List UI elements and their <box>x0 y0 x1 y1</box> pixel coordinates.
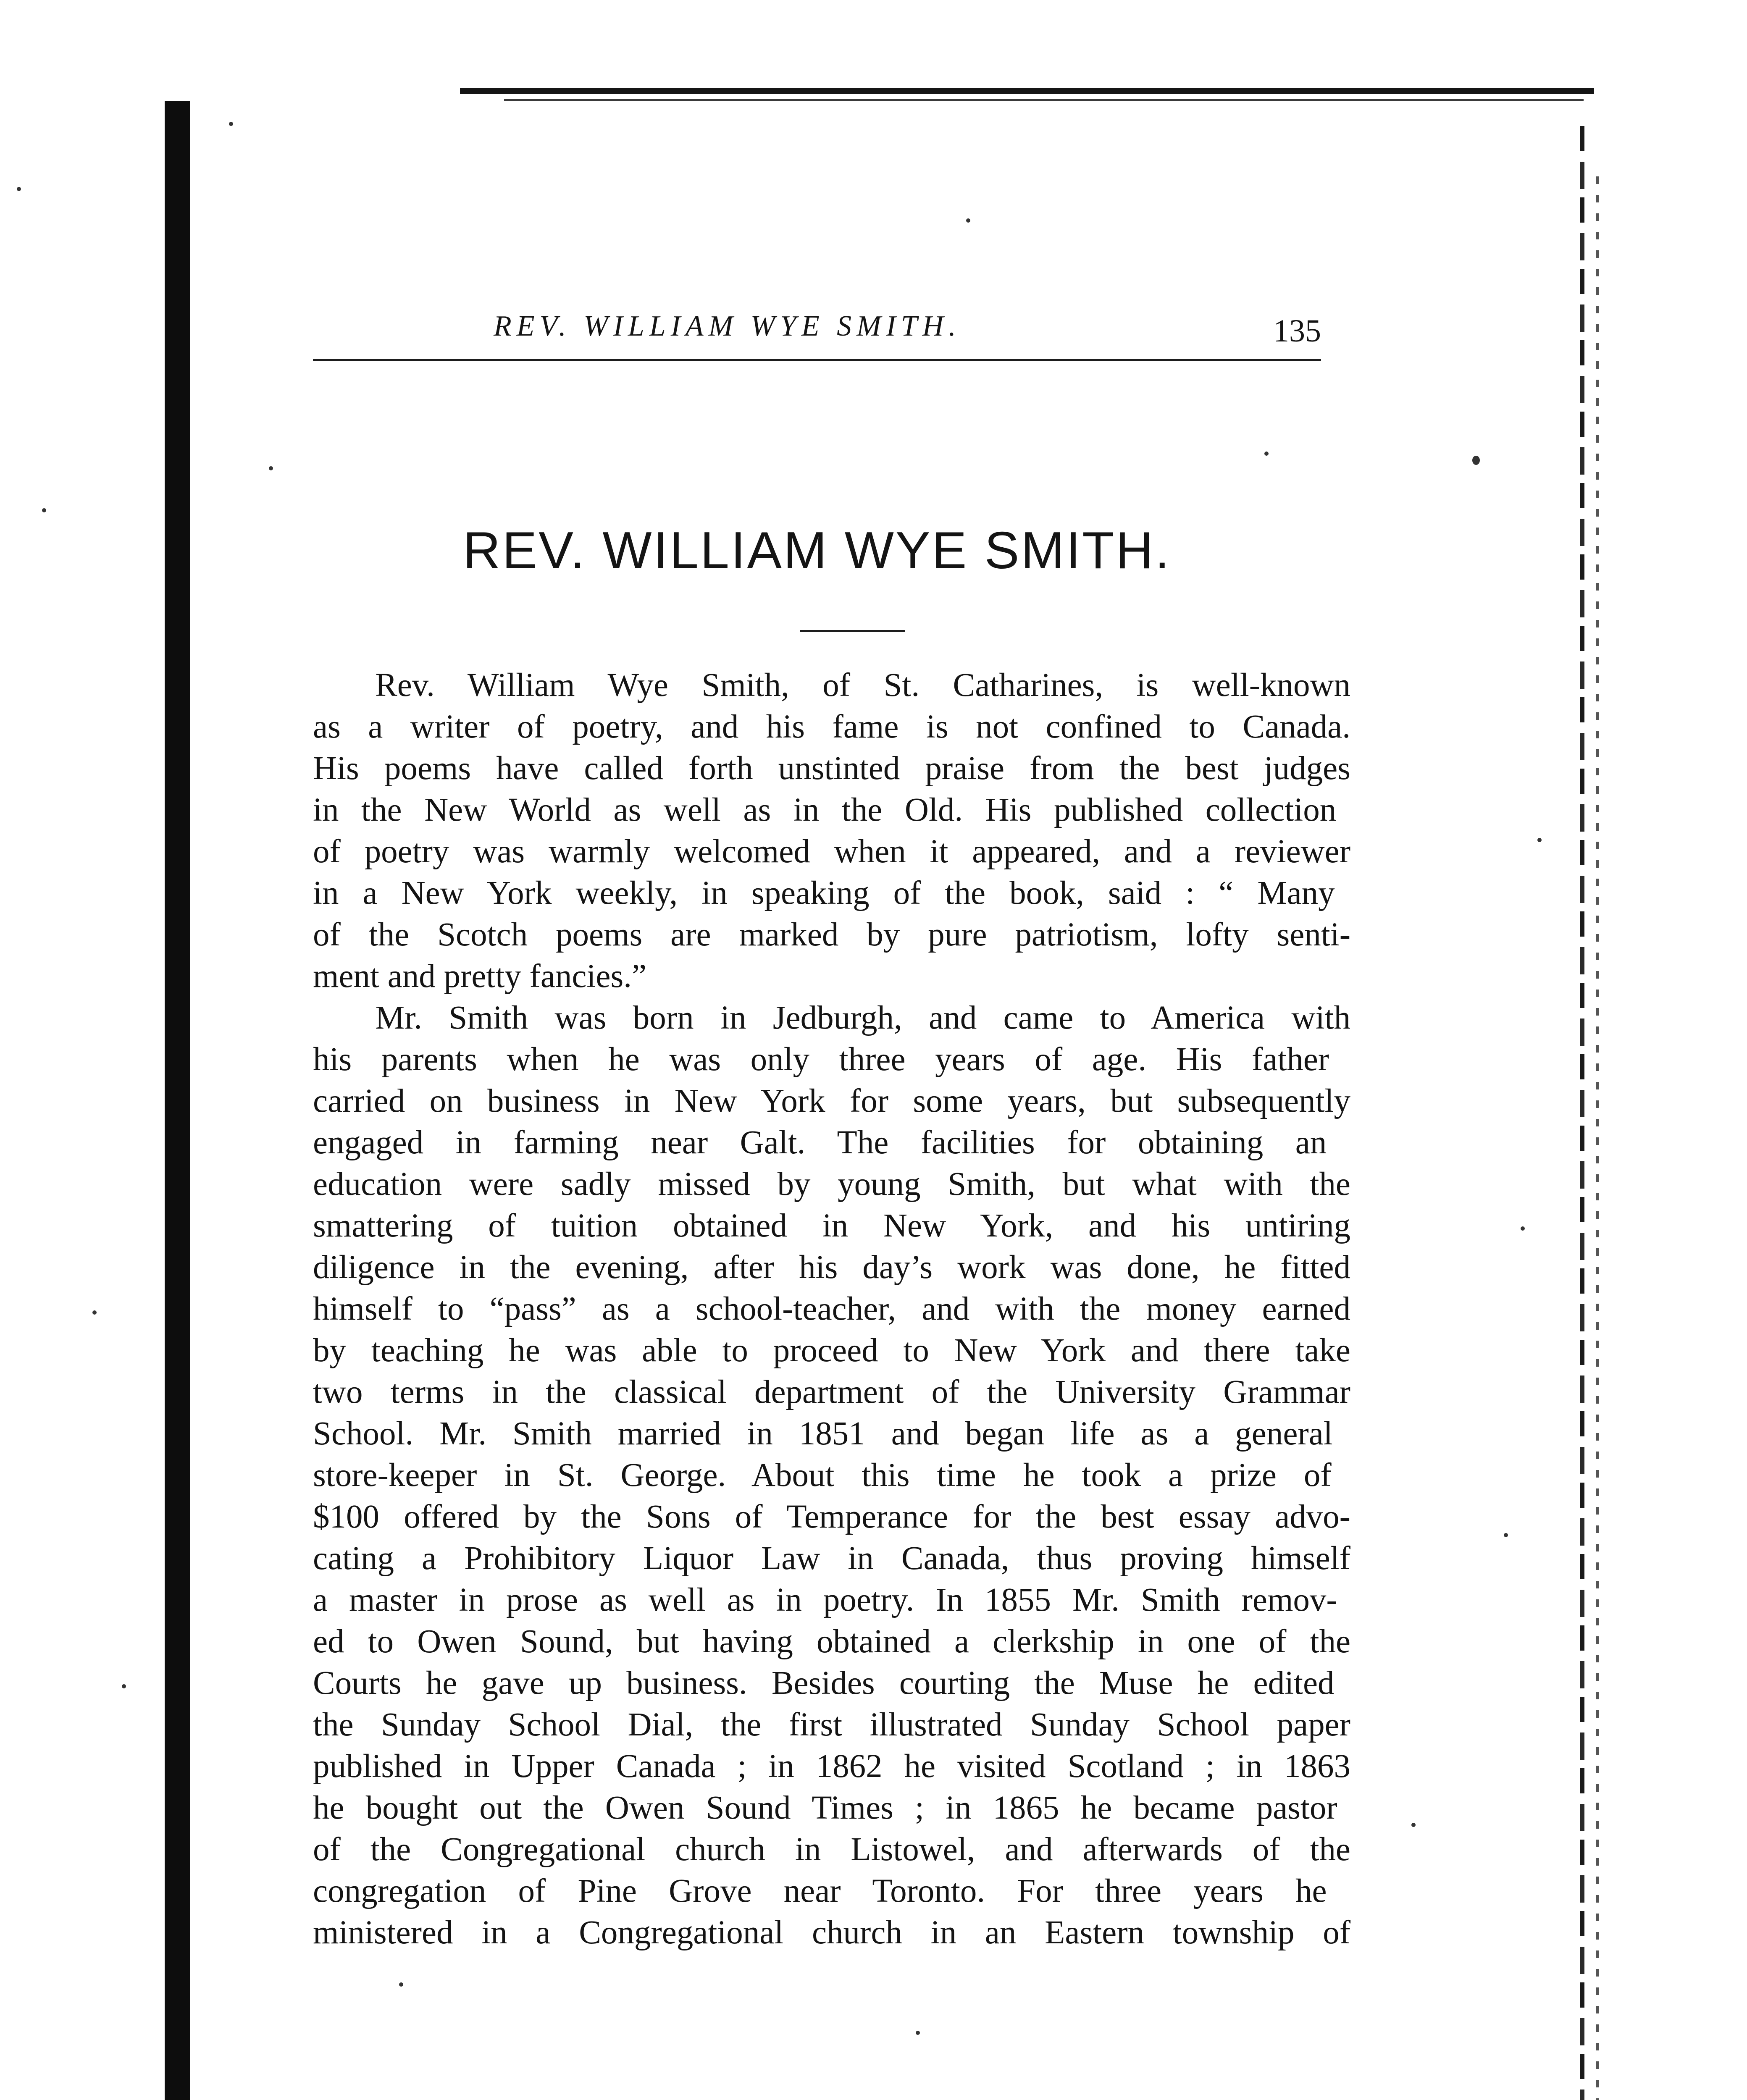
scan-speck <box>269 466 273 470</box>
scan-speck <box>1537 838 1542 842</box>
text-line: cating a Prohibitory Liquor Law in Canada, thus proving himself <box>313 1540 1350 1577</box>
scan-speck <box>1264 452 1269 456</box>
text-line: a master in prose as well as in poetry. In 1855 Mr. Smith remov- <box>313 1582 1337 1618</box>
text-line: in the New World as well as in the Old. His published collection <box>313 792 1337 828</box>
running-head <box>313 304 1321 368</box>
text-line: of poetry was warmly welcomed when it appeared, and a reviewer <box>313 833 1351 870</box>
scan-right-edge-dotted <box>1596 176 1599 2100</box>
scan-speck <box>916 2031 920 2035</box>
text-line: his parents when he was only three years of age. His father <box>313 1041 1329 1078</box>
text-line: he bought out the Owen Sound Times ; in 1865 he became pastor <box>313 1790 1337 1826</box>
chapter-title: REV. WILLIAM WYE SMITH. <box>463 522 1171 580</box>
text-line: Rev. William Wye Smith, of St. Catharines, is well-known <box>375 667 1351 704</box>
scan-speck <box>1504 1533 1508 1537</box>
text-line: ministered in a Congregational church in an Eastern township of <box>313 1914 1351 1951</box>
scan-speck <box>1472 456 1480 465</box>
scan-speck <box>17 187 21 191</box>
text-line: two terms in the classical department of the University Grammar <box>313 1374 1350 1410</box>
text-line: Courts he gave up business. Besides courting the Muse he edited <box>313 1665 1335 1701</box>
text-line: engaged in farming near Galt. The facilities for obtaining an <box>313 1124 1327 1161</box>
scan-speck <box>122 1684 126 1688</box>
text-line: of the Congregational church in Listowel, and afterwards of the <box>313 1831 1350 1868</box>
binding-shadow <box>165 101 190 2100</box>
scan-speck <box>1521 1226 1525 1231</box>
text-line: carried on business in New York for some years, but subsequently <box>313 1083 1350 1119</box>
scan-speck <box>399 1982 403 1987</box>
text-line: smattering of tuition obtained in New York, and his untiring <box>313 1208 1351 1244</box>
text-line: himself to “pass” as a school-teacher, and with the money earned <box>313 1291 1350 1327</box>
scan-speck <box>229 122 233 126</box>
text-line: His poems have called forth unstinted praise from the best judges <box>313 750 1350 787</box>
text-line: $100 offered by the Sons of Temperance for the best essay advo- <box>313 1499 1350 1535</box>
text-line: as a writer of poetry, and his fame is not confined to Canada. <box>313 709 1350 745</box>
text-line: ment and pretty fancies.” <box>313 958 647 995</box>
scan-top-edge-thin <box>504 99 1584 101</box>
text-line: ed to Owen Sound, but having obtained a clerkship in one of the <box>313 1623 1351 1660</box>
text-line: congregation of Pine Grove near Toronto. For three years he <box>313 1873 1327 1909</box>
text-line: the Sunday School Dial, the first illustrated Sunday School paper <box>313 1706 1350 1743</box>
scan-speck <box>42 508 46 512</box>
text-line: School. Mr. Smith married in 1851 and began life as a general <box>313 1415 1333 1452</box>
running-head-title: REV. WILLIAM WYE SMITH. <box>494 310 961 342</box>
scan-speck <box>92 1310 97 1315</box>
body-text <box>313 664 1350 1953</box>
text-line: in a New York weekly, in speaking of the book, said : “ Many <box>313 875 1335 911</box>
text-line: store-keeper in St. George. About this time he took a prize of <box>313 1457 1332 1494</box>
text-line: by teaching he was able to proceed to New York and there take <box>313 1332 1350 1369</box>
text-line: published in Upper Canada ; in 1862 he visited Scotland ; in 1863 <box>313 1748 1350 1785</box>
page-number: 135 <box>1273 313 1321 349</box>
running-head-rule <box>313 359 1321 361</box>
text-line: Mr. Smith was born in Jedburgh, and came to America with <box>375 1000 1350 1036</box>
scan-speck <box>1411 1823 1416 1827</box>
text-line: education were sadly missed by young Smith, but what with the <box>313 1166 1350 1202</box>
scan-top-edge <box>460 88 1594 94</box>
scan-speck <box>966 218 970 223</box>
text-line: diligence in the evening, after his day’s work was done, he fitted <box>313 1249 1351 1286</box>
scan-right-edge <box>1580 126 1584 2100</box>
text-line: of the Scotch poems are marked by pure patriotism, lofty senti- <box>313 916 1351 953</box>
title-divider <box>800 630 905 632</box>
